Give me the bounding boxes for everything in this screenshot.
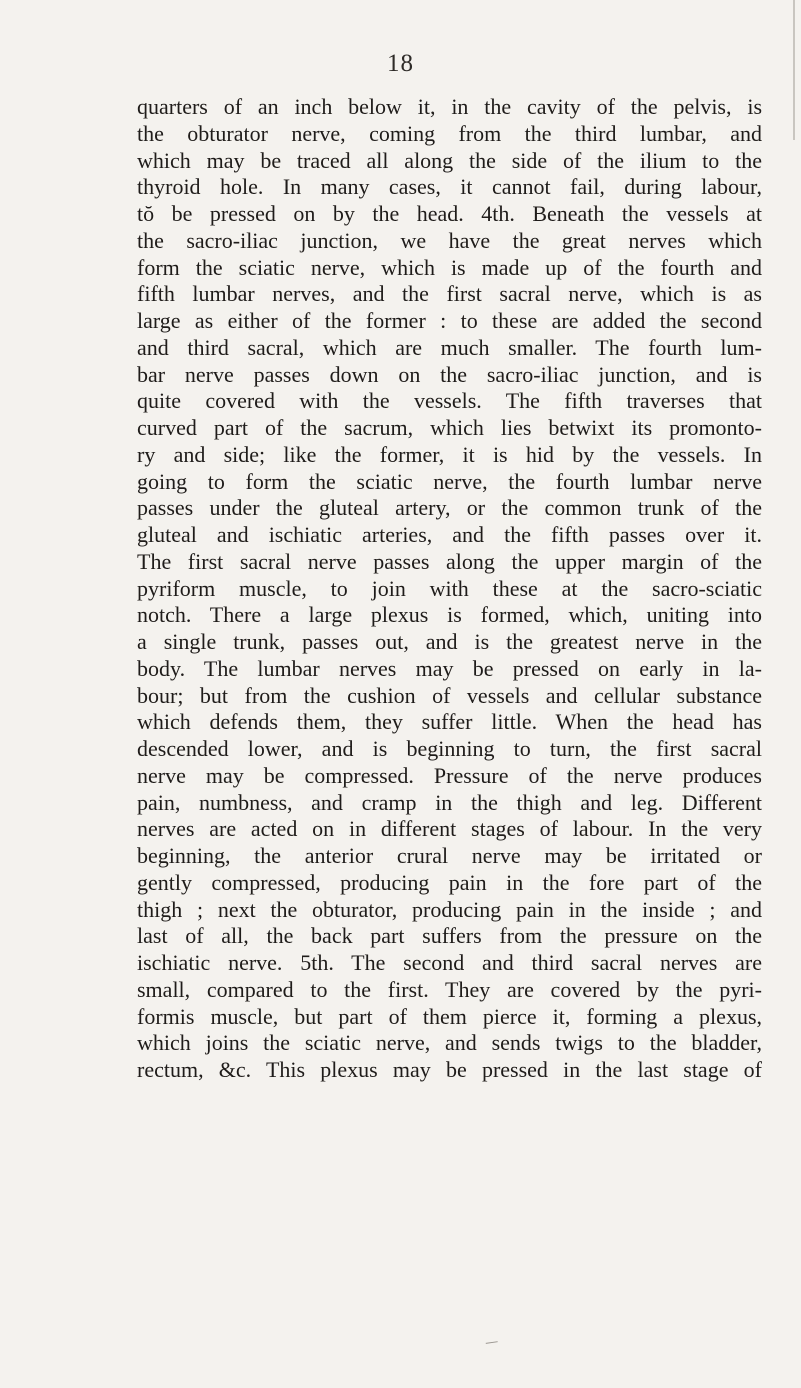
text-line: passes under the gluteal artery, or the common trunk of the	[137, 495, 762, 521]
text-line: quite covered with the vessels. The fifth traverses that	[137, 388, 762, 414]
text-line: a single trunk, passes out, and is the greatest nerve in the	[137, 629, 762, 654]
text-line: rectum, &c. This plexus may be pressed in the last stage of	[137, 1057, 762, 1082]
text-line: gluteal and ischiatic arteries, and the fifth passes over it.	[137, 522, 762, 547]
text-line: nerves are acted on in different stages of labour. In the very	[137, 816, 762, 842]
text-line: which may be traced all along the side of the ilium to the	[137, 147, 762, 173]
text-line: going to form the sciatic nerve, the fourth lumbar nerve	[137, 468, 762, 494]
text-line: bour; but from the cushion of vessels and cellular substance	[137, 682, 762, 708]
text-line: which joins the sciatic nerve, and sends twigs to the bladder,	[137, 1030, 762, 1056]
text-line: The first sacral nerve passes along the upper margin of the	[137, 548, 762, 574]
text-line: ischiatic nerve. 5th. The second and third sacral nerves are	[137, 950, 762, 975]
text-line: the sacro-iliac junction, we have the great nerves which	[137, 227, 762, 253]
text-line: nerve may be compressed. Pressure of the nerve produces	[137, 762, 762, 788]
text-line: large as either of the former : to these are added the second	[137, 308, 762, 333]
text-line: ry and side; like the former, it is hid by the vessels. In	[137, 441, 762, 467]
text-line: quarters of an inch below it, in the cavity of the pelvis, is	[137, 94, 762, 119]
text-line: which defends them, they suffer little. When the head has	[137, 709, 762, 735]
text-line: descended lower, and is beginning to turn, the first sacral	[137, 736, 762, 761]
text-line: bar nerve passes down on the sacro-iliac junction, and is	[137, 361, 762, 387]
text-line: notch. There a large plexus is formed, which, uniting into	[137, 602, 762, 628]
text-line: formis muscle, but part of them pierce it, forming a plexus,	[137, 1003, 762, 1029]
text-line: pyriform muscle, to join with these at the sacro-sciatic	[137, 575, 762, 601]
text-line: and third sacral, which are much smaller. The fourth lum-	[137, 334, 762, 360]
text-line: last of all, the back part suffers from the pressure on the	[137, 923, 762, 949]
text-line: beginning, the anterior crural nerve may be irritated or	[137, 843, 762, 868]
ink-mark	[486, 1341, 499, 1348]
text-line: thigh ; next the obturator, producing pain in the inside ; and	[137, 896, 762, 922]
text-line: form the sciatic nerve, which is made up of the fourth and	[137, 254, 762, 280]
text-line: the obturator nerve, coming from the third lumbar, and	[137, 120, 762, 146]
text-line: thyroid hole. In many cases, it cannot fail, during labour,	[137, 174, 762, 200]
page-number: 18	[387, 50, 414, 77]
text-line: gently compressed, producing pain in the fore part of the	[137, 869, 762, 895]
body-paragraph	[137, 94, 762, 1084]
text-line: fifth lumbar nerves, and the first sacral nerve, which is as	[137, 281, 762, 307]
text-line: curved part of the sacrum, which lies betwixt its promonto-	[137, 415, 762, 440]
text-line: tŏ be pressed on by the head. 4th. Beneath the vessels at	[137, 201, 762, 226]
text-line: small, compared to the first. They are covered by the pyri-	[137, 976, 762, 1002]
text-line: pain, numbness, and cramp in the thigh and leg. Different	[137, 789, 762, 815]
text-line: body. The lumbar nerves may be pressed on early in la-	[137, 655, 762, 681]
